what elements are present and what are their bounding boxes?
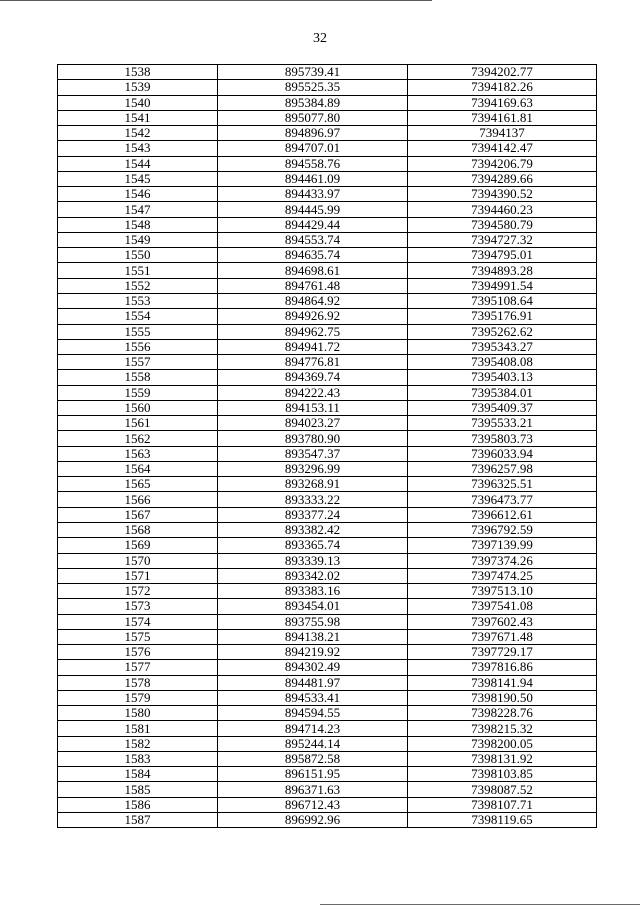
y-coordinate-cell: 7398119.65: [408, 813, 597, 828]
point-number-cell: 1544: [58, 156, 218, 171]
table-row: [58, 568, 597, 583]
point-number-cell: 1539: [58, 80, 218, 95]
y-coordinate-cell: 7398103.85: [408, 767, 597, 782]
table-row: [58, 553, 597, 568]
point-number-cell: 1571: [58, 568, 218, 583]
y-coordinate-cell: 7397474.25: [408, 568, 597, 583]
x-coordinate-cell: 894481.97: [218, 675, 408, 690]
point-number-cell: 1572: [58, 584, 218, 599]
point-number-cell: 1586: [58, 797, 218, 812]
table-row: [58, 522, 597, 537]
y-coordinate-cell: 7395409.37: [408, 400, 597, 415]
point-number-cell: 1576: [58, 645, 218, 660]
y-coordinate-cell: 7396792.59: [408, 522, 597, 537]
table-row: [58, 141, 597, 156]
point-number-cell: 1550: [58, 248, 218, 263]
table-row: [58, 736, 597, 751]
table-row: [58, 416, 597, 431]
table-row: [58, 538, 597, 553]
x-coordinate-cell: 894138.21: [218, 629, 408, 644]
point-number-cell: 1556: [58, 339, 218, 354]
point-number-cell: 1554: [58, 309, 218, 324]
point-number-cell: 1577: [58, 660, 218, 675]
x-coordinate-cell: 894533.41: [218, 690, 408, 705]
point-number-cell: 1563: [58, 446, 218, 461]
y-coordinate-cell: 7397139.99: [408, 538, 597, 553]
point-number-cell: 1581: [58, 721, 218, 736]
point-number-cell: 1580: [58, 706, 218, 721]
table-row: [58, 232, 597, 247]
table-row: [58, 263, 597, 278]
x-coordinate-cell: 893780.90: [218, 431, 408, 446]
point-number-cell: 1573: [58, 599, 218, 614]
point-number-cell: 1570: [58, 553, 218, 568]
y-coordinate-cell: 7398190.50: [408, 690, 597, 705]
point-number-cell: 1578: [58, 675, 218, 690]
y-coordinate-cell: 7397541.08: [408, 599, 597, 614]
x-coordinate-cell: 893382.42: [218, 522, 408, 537]
x-coordinate-cell: 893296.99: [218, 461, 408, 476]
x-coordinate-cell: 894962.75: [218, 324, 408, 339]
table-row: [58, 645, 597, 660]
x-coordinate-cell: 893342.02: [218, 568, 408, 583]
x-coordinate-cell: 894445.99: [218, 202, 408, 217]
y-coordinate-cell: 7396612.61: [408, 507, 597, 522]
table-row: [58, 355, 597, 370]
x-coordinate-cell: 893755.98: [218, 614, 408, 629]
y-coordinate-cell: 7394142.47: [408, 141, 597, 156]
x-coordinate-cell: 896992.96: [218, 813, 408, 828]
table-row: [58, 599, 597, 614]
y-coordinate-cell: 7397602.43: [408, 614, 597, 629]
y-coordinate-cell: 7394182.26: [408, 80, 597, 95]
point-number-cell: 1545: [58, 171, 218, 186]
x-coordinate-cell: 893333.22: [218, 492, 408, 507]
table-row: [58, 171, 597, 186]
y-coordinate-cell: 7398087.52: [408, 782, 597, 797]
table-row: [58, 156, 597, 171]
y-coordinate-cell: 7394795.01: [408, 248, 597, 263]
point-number-cell: 1542: [58, 126, 218, 141]
y-coordinate-cell: 7398215.32: [408, 721, 597, 736]
table-row: [58, 248, 597, 263]
y-coordinate-cell: 7395384.01: [408, 385, 597, 400]
y-coordinate-cell: 7395803.73: [408, 431, 597, 446]
table-row: [58, 80, 597, 95]
point-number-cell: 1548: [58, 217, 218, 232]
table-row: [58, 706, 597, 721]
y-coordinate-cell: 7398131.92: [408, 751, 597, 766]
x-coordinate-cell: 893268.91: [218, 477, 408, 492]
table-row: [58, 187, 597, 202]
point-number-cell: 1568: [58, 522, 218, 537]
point-number-cell: 1583: [58, 751, 218, 766]
y-coordinate-cell: 7397513.10: [408, 584, 597, 599]
table-row: [58, 461, 597, 476]
table-row: [58, 95, 597, 110]
point-number-cell: 1560: [58, 400, 218, 415]
y-coordinate-cell: 7396473.77: [408, 492, 597, 507]
coordinates-table: [57, 64, 597, 828]
y-coordinate-cell: 7398228.76: [408, 706, 597, 721]
x-coordinate-cell: 893377.24: [218, 507, 408, 522]
x-coordinate-cell: 894153.11: [218, 400, 408, 415]
y-coordinate-cell: 7396325.51: [408, 477, 597, 492]
x-coordinate-cell: 894594.55: [218, 706, 408, 721]
table-row: [58, 751, 597, 766]
x-coordinate-cell: 893339.13: [218, 553, 408, 568]
y-coordinate-cell: 7398200.05: [408, 736, 597, 751]
x-coordinate-cell: 894864.92: [218, 293, 408, 308]
table-row: [58, 813, 597, 828]
table-row: [58, 782, 597, 797]
y-coordinate-cell: 7397729.17: [408, 645, 597, 660]
x-coordinate-cell: 896371.63: [218, 782, 408, 797]
table-row: [58, 309, 597, 324]
y-coordinate-cell: 7394390.52: [408, 187, 597, 202]
x-coordinate-cell: 893383.16: [218, 584, 408, 599]
y-coordinate-cell: 7394460.23: [408, 202, 597, 217]
y-coordinate-cell: 7395262.62: [408, 324, 597, 339]
y-coordinate-cell: 7394893.28: [408, 263, 597, 278]
point-number-cell: 1541: [58, 110, 218, 125]
point-number-cell: 1559: [58, 385, 218, 400]
y-coordinate-cell: 7397671.48: [408, 629, 597, 644]
table-row: [58, 339, 597, 354]
y-coordinate-cell: 7394169.63: [408, 95, 597, 110]
y-coordinate-cell: 7394206.79: [408, 156, 597, 171]
table-row: [58, 385, 597, 400]
y-coordinate-cell: 7395408.08: [408, 355, 597, 370]
x-coordinate-cell: 894433.97: [218, 187, 408, 202]
coordinates-table-body: [58, 65, 597, 828]
x-coordinate-cell: 893547.37: [218, 446, 408, 461]
point-number-cell: 1582: [58, 736, 218, 751]
point-number-cell: 1579: [58, 690, 218, 705]
x-coordinate-cell: 894896.97: [218, 126, 408, 141]
table-row: [58, 721, 597, 736]
table-row: [58, 126, 597, 141]
x-coordinate-cell: 894558.76: [218, 156, 408, 171]
y-coordinate-cell: 7395403.13: [408, 370, 597, 385]
y-coordinate-cell: 7394289.66: [408, 171, 597, 186]
point-number-cell: 1551: [58, 263, 218, 278]
x-coordinate-cell: 893454.01: [218, 599, 408, 614]
y-coordinate-cell: 7397374.26: [408, 553, 597, 568]
x-coordinate-cell: 895525.35: [218, 80, 408, 95]
x-coordinate-cell: 894553.74: [218, 232, 408, 247]
x-coordinate-cell: 894302.49: [218, 660, 408, 675]
table-row: [58, 767, 597, 782]
point-number-cell: 1561: [58, 416, 218, 431]
table-row: [58, 278, 597, 293]
x-coordinate-cell: 894429.44: [218, 217, 408, 232]
table-row: [58, 110, 597, 125]
table-row: [58, 293, 597, 308]
x-coordinate-cell: 896712.43: [218, 797, 408, 812]
table-row: [58, 431, 597, 446]
point-number-cell: 1555: [58, 324, 218, 339]
point-number-cell: 1543: [58, 141, 218, 156]
x-coordinate-cell: 893365.74: [218, 538, 408, 553]
y-coordinate-cell: 7395176.91: [408, 309, 597, 324]
x-coordinate-cell: 894222.43: [218, 385, 408, 400]
table-row: [58, 797, 597, 812]
point-number-cell: 1546: [58, 187, 218, 202]
point-number-cell: 1552: [58, 278, 218, 293]
x-coordinate-cell: 895739.41: [218, 65, 408, 80]
table-row: [58, 507, 597, 522]
table-row: [58, 629, 597, 644]
table-row: [58, 202, 597, 217]
y-coordinate-cell: 7397816.86: [408, 660, 597, 675]
table-row: [58, 492, 597, 507]
point-number-cell: 1575: [58, 629, 218, 644]
point-number-cell: 1538: [58, 65, 218, 80]
x-coordinate-cell: 895244.14: [218, 736, 408, 751]
table-row: [58, 370, 597, 385]
y-coordinate-cell: 7394580.79: [408, 217, 597, 232]
point-number-cell: 1567: [58, 507, 218, 522]
y-coordinate-cell: 7394202.77: [408, 65, 597, 80]
x-coordinate-cell: 894761.48: [218, 278, 408, 293]
y-coordinate-cell: 7394991.54: [408, 278, 597, 293]
point-number-cell: 1540: [58, 95, 218, 110]
x-coordinate-cell: 894219.92: [218, 645, 408, 660]
x-coordinate-cell: 894776.81: [218, 355, 408, 370]
table-row: [58, 675, 597, 690]
x-coordinate-cell: 894926.92: [218, 309, 408, 324]
table-row: [58, 614, 597, 629]
y-coordinate-cell: 7395533.21: [408, 416, 597, 431]
table-row: [58, 660, 597, 675]
scan-edge-top: [0, 0, 432, 1]
y-coordinate-cell: 7398107.71: [408, 797, 597, 812]
y-coordinate-cell: 7398141.94: [408, 675, 597, 690]
x-coordinate-cell: 895384.89: [218, 95, 408, 110]
point-number-cell: 1553: [58, 293, 218, 308]
table-row: [58, 477, 597, 492]
y-coordinate-cell: 7394727.32: [408, 232, 597, 247]
point-number-cell: 1565: [58, 477, 218, 492]
point-number-cell: 1574: [58, 614, 218, 629]
point-number-cell: 1562: [58, 431, 218, 446]
x-coordinate-cell: 896151.95: [218, 767, 408, 782]
point-number-cell: 1549: [58, 232, 218, 247]
y-coordinate-cell: 7396257.98: [408, 461, 597, 476]
x-coordinate-cell: 894714.23: [218, 721, 408, 736]
table-row: [58, 65, 597, 80]
x-coordinate-cell: 894369.74: [218, 370, 408, 385]
table-row: [58, 324, 597, 339]
point-number-cell: 1547: [58, 202, 218, 217]
table-row: [58, 400, 597, 415]
page-number: 32: [313, 31, 327, 46]
y-coordinate-cell: 7395343.27: [408, 339, 597, 354]
x-coordinate-cell: 894698.61: [218, 263, 408, 278]
table-row: [58, 217, 597, 232]
x-coordinate-cell: 894707.01: [218, 141, 408, 156]
x-coordinate-cell: 894461.09: [218, 171, 408, 186]
point-number-cell: 1564: [58, 461, 218, 476]
x-coordinate-cell: 894635.74: [218, 248, 408, 263]
point-number-cell: 1566: [58, 492, 218, 507]
point-number-cell: 1557: [58, 355, 218, 370]
y-coordinate-cell: 7394161.81: [408, 110, 597, 125]
point-number-cell: 1587: [58, 813, 218, 828]
x-coordinate-cell: 895872.58: [218, 751, 408, 766]
x-coordinate-cell: 895077.80: [218, 110, 408, 125]
table-row: [58, 446, 597, 461]
y-coordinate-cell: 7394137: [408, 126, 597, 141]
point-number-cell: 1584: [58, 767, 218, 782]
x-coordinate-cell: 894941.72: [218, 339, 408, 354]
x-coordinate-cell: 894023.27: [218, 416, 408, 431]
y-coordinate-cell: 7396033.94: [408, 446, 597, 461]
point-number-cell: 1585: [58, 782, 218, 797]
point-number-cell: 1569: [58, 538, 218, 553]
y-coordinate-cell: 7395108.64: [408, 293, 597, 308]
point-number-cell: 1558: [58, 370, 218, 385]
table-row: [58, 584, 597, 599]
table-row: [58, 690, 597, 705]
